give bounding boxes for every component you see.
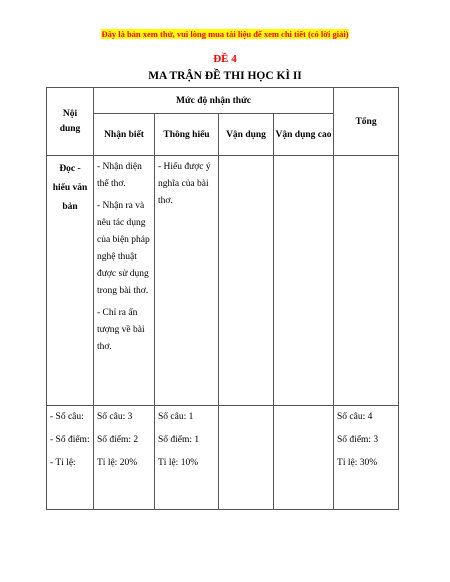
header-thong-hieu: Thông hiểu bbox=[155, 114, 219, 156]
header-van-dung-cao: Vận dụng cao bbox=[274, 114, 334, 156]
list-item: Số câu: 4 bbox=[337, 412, 373, 422]
list-item: Số điểm: 3 bbox=[337, 435, 379, 445]
row-label-stats bbox=[47, 406, 94, 510]
cell-van-dung-stats bbox=[219, 406, 274, 510]
list-item: - Nhận diện thể thơ. bbox=[97, 162, 142, 189]
header-van-dung: Vận dụng bbox=[219, 114, 274, 156]
preview-banner bbox=[0, 24, 450, 42]
row-label-doc-hieu bbox=[47, 156, 94, 406]
header-nhan-biet: Nhận biết bbox=[94, 114, 155, 156]
row-label-text: Đọc - hiểu văn bản bbox=[52, 164, 88, 212]
cell-nhan-biet bbox=[94, 156, 155, 406]
page-title: MA TRẬN ĐỀ THI HỌC KÌ II bbox=[148, 70, 302, 82]
header-total: Tổng bbox=[334, 88, 399, 156]
list-item: Tỉ lệ: 30% bbox=[337, 458, 378, 468]
list-item: - Tỉ lệ: bbox=[50, 458, 76, 468]
preview-banner-text: Đây là bản xem thử, vui lòng mua tài liệu để xem chi tiết (có lời giải) bbox=[101, 29, 349, 39]
list-item: - Hiểu được ý nghĩa của bài thơ. bbox=[158, 162, 211, 206]
list-item: Số điểm: 1 bbox=[158, 435, 200, 445]
list-item: - Số điểm: bbox=[50, 435, 90, 445]
list-item: - Số câu: bbox=[50, 412, 84, 422]
list-item: - Nhận ra và nêu tác dụng của biện pháp nghệ thuật được sử dụng trong bài thơ. bbox=[97, 201, 150, 296]
matrix-table bbox=[46, 87, 399, 510]
list-item: Số điểm: 2 bbox=[97, 435, 139, 445]
cell-nhan-biet-stats bbox=[94, 406, 155, 510]
header-content: Nội dung bbox=[47, 88, 94, 156]
cell-thong-hieu-stats bbox=[155, 406, 219, 510]
cell-tong-stats bbox=[334, 406, 399, 510]
cell-tong bbox=[334, 156, 399, 406]
list-item: Tỉ lệ: 20% bbox=[97, 458, 138, 468]
list-item: Số câu: 3 bbox=[97, 412, 133, 422]
cell-thong-hieu bbox=[155, 156, 219, 406]
list-item: - Chỉ ra ấn tượng về bài thơ. bbox=[97, 308, 145, 352]
exam-number: ĐỀ 4 bbox=[213, 53, 237, 65]
list-item: Số câu: 1 bbox=[158, 412, 194, 422]
cell-van-dung bbox=[219, 156, 274, 406]
cell-van-dung-cao-stats bbox=[274, 406, 334, 510]
header-level-group: Mức độ nhận thức bbox=[94, 88, 334, 114]
list-item: Tỉ lệ: 10% bbox=[158, 458, 199, 468]
cell-van-dung-cao bbox=[274, 156, 334, 406]
